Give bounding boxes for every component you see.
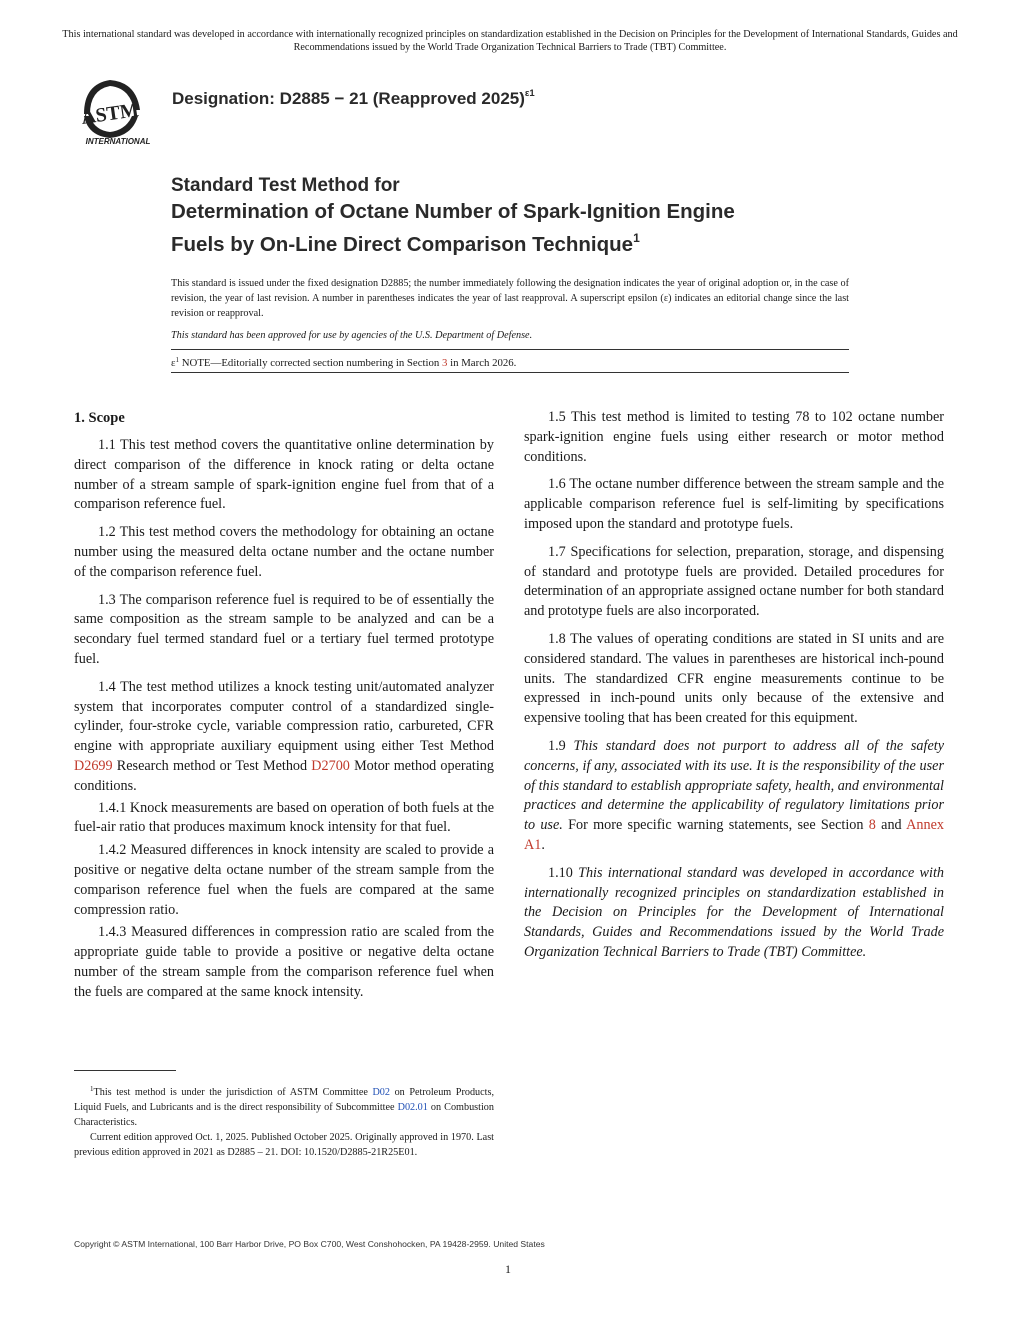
- left-column: [74, 408, 494, 1006]
- svg-text:ASTM: ASTM: [79, 99, 141, 129]
- p1-10-num: 1.10: [548, 864, 579, 881]
- designation-text: Designation: D2885 − 21 (Reapproved 2025): [172, 89, 525, 108]
- footnote-text-c: on Combustion Characteristics.: [74, 1102, 494, 1128]
- document-title: [171, 174, 735, 258]
- p1-4-text-a: 1.4 The test method utilizes a knock testing unit/automated analyzer system that incorporates computer control of a standardized single-cylinder, four-stroke cycle, variable compression ratio, carbureted, CFR engine with appropriate auxiliary equipment using either Test Method: [74, 678, 494, 755]
- epsilon-symbol: ε: [171, 357, 176, 369]
- title-line-1: Standard Test Method for: [171, 175, 400, 196]
- designation-sup: ε1: [524, 88, 535, 99]
- footnote-edition: Current edition approved Oct. 1, 2025. Published October 2025. Originally approved in 1970. Last previous edition approved in 2021 as D2885 – 21. DOI: 10.1520/D2885-21R25E01.: [74, 1132, 494, 1158]
- title-line-3: [171, 225, 735, 258]
- paragraph-1-4-3: 1.4.3 Measured differences in compression ratio are scaled from the appropriate guide table to provide a positive or negative delta octane number of the stream sample from the comparison reference fuel when the fuels are compared at the same knock intensity.: [74, 924, 494, 1000]
- p1-9-num: 1.9: [548, 737, 574, 754]
- copyright-line: Copyright © ASTM International, 100 Barr Harbor Drive, PO Box C700, West Conshohocken, PA 19428-2959. United States: [74, 1239, 545, 1249]
- p1-10-italic: This international standard was developed in accordance with internationally recognized principles on standardization established in the Decision on Principles for the Development of International Standards, Guides and Recommendations issued by the World Trade Organization Technical Barriers to Trade (TBT) Committee.: [524, 864, 944, 960]
- footnote-marker: 1: [90, 1085, 94, 1093]
- d2699-link[interactable]: D2699: [74, 757, 113, 774]
- page-number: 1: [505, 1262, 511, 1276]
- title-line-3-text: Fuels by On-Line Direct Comparison Technique: [171, 233, 634, 256]
- footnote-text-a: This test method is under the jurisdiction of ASTM Committee: [93, 1087, 373, 1098]
- svg-text:INTERNATIONAL: INTERNATIONAL: [85, 137, 151, 146]
- top-note: This international standard was developed in accordance with internationally recognized principles on standardization established in the Decision on Principles for the Development of International Standards, Guides and Recommendations issued by the World Trade Organization Technical Barriers to Trade (TBT) Committee.: [62, 29, 958, 53]
- epsilon-note: [171, 356, 516, 369]
- p1-4-text-b: Research method or Test Method: [112, 757, 312, 774]
- epsilon-note-post: in March 2026.: [447, 357, 517, 369]
- paragraph-1-2: 1.2 This test method covers the methodology for obtaining an octane number using the measured delta octane number and the octane number of the comparison reference fuel.: [74, 524, 494, 580]
- right-column: [524, 408, 944, 971]
- section-heading-scope: 1. Scope: [74, 410, 125, 426]
- divider: [171, 372, 849, 373]
- title-footnote-ref[interactable]: 1: [633, 231, 640, 245]
- epsilon-sup: 1: [175, 356, 180, 364]
- section-3-link[interactable]: 3: [442, 357, 448, 369]
- d02-01-link[interactable]: D02.01: [397, 1102, 428, 1113]
- astm-logo-mark: [80, 80, 151, 146]
- paragraph-1-1: 1.1 This test method covers the quantitative online determination by direct comparison of the difference in knock rating or delta octane number of a stream sample of spark-ignition engine fuel from that of a comparison reference fuel.: [74, 437, 494, 513]
- paragraph-1-7: 1.7 Specifications for selection, preparation, storage, and dispensing of standard and prototype fuels are provided. Detailed procedures for determination of an appropriate assigned octane number for both standard and prototype fuels are also incorporated.: [524, 543, 944, 620]
- footnote-rule: [74, 1070, 176, 1071]
- annex-a1-link[interactable]: Annex A1: [524, 817, 944, 853]
- title-line-2: Determination of Octane Number of Spark-Ignition Engine: [171, 200, 735, 223]
- epsilon-note-pre: NOTE—Editorially corrected section numbering in Section: [179, 357, 442, 369]
- divider: [171, 349, 849, 350]
- paragraph-1-4: [74, 678, 494, 797]
- paragraph-1-4-2: 1.4.2 Measured differences in knock intensity are scaled to provide a positive or negative delta octane number of the stream sample from the comparison reference fuel when the fuels are compared at the same compression ratio.: [74, 842, 494, 918]
- paragraph-1-5: 1.5 This test method is limited to testing 78 to 102 octane number spark-ignition engine fuels using either research or motor method conditions.: [524, 409, 944, 465]
- p1-9-text-b: For more specific warning statements, see Section: [562, 817, 869, 834]
- p1-9-text-d: .: [541, 836, 545, 853]
- paragraph-1-9: [524, 737, 944, 856]
- paragraph-1-4-1: 1.4.1 Knock measurements are based on operation of both fuels at the fuel-air ratio that produces maximum knock intensity for that fuel.: [74, 799, 494, 836]
- designation: [172, 88, 535, 109]
- paragraph-1-6: 1.6 The octane number difference between the stream sample and the applicable comparison reference fuel is self-limiting by specifications imposed upon the standard and prototype fuels.: [524, 476, 944, 532]
- paragraph-1-8: 1.8 The values of operating conditions are stated in SI units and are considered standard. The values in parentheses are historical inch-pound units. The standardized CFR engine measurements continue to be expressed in inch-pound units only because of the extensive and expensive tooling that has been created for this equipment.: [524, 630, 944, 727]
- paragraph-1-10: [524, 864, 944, 963]
- section-8-link[interactable]: 8: [868, 817, 876, 834]
- p1-4-text-c: Motor method operating conditions.: [74, 757, 494, 794]
- footnote: [74, 1082, 494, 1160]
- astm-logo: [74, 74, 162, 146]
- approved-note: This standard has been approved for use by agencies of the U.S. Department of Defense.: [171, 330, 533, 341]
- p1-9-italic: This standard does not purport to address all of the safety concerns, if any, associated with its use. It is the responsibility of the user of this standard to establish appropriate safety, health, and environmental practices and determine the applicability of regulatory limitations prior to use.: [524, 737, 944, 834]
- footnote-1: [74, 1082, 494, 1130]
- footnote-text-b: on Petroleum Products, Liquid Fuels, and Lubricants and is the direct responsibility of Subcommittee: [74, 1087, 494, 1113]
- d2700-link[interactable]: D2700: [311, 757, 350, 774]
- p1-9-text-c: and: [875, 817, 907, 834]
- issued-note: This standard is issued under the fixed designation D2885; the number immediately following the designation indicates the year of original adoption or, in the case of revision, the year of last revision. A number in parentheses indicates the year of last reapproval. A superscript epsilon (ε) indicates an editorial change since the last revision or reapproval.: [171, 278, 849, 319]
- paragraph-1-3: 1.3 The comparison reference fuel is required to be of essentially the same composition as the stream sample to be analyzed and can be a secondary fuel termed standard fuel or a tertiary fuel termed prototype fuel.: [74, 591, 494, 667]
- d02-link[interactable]: D02: [372, 1087, 390, 1098]
